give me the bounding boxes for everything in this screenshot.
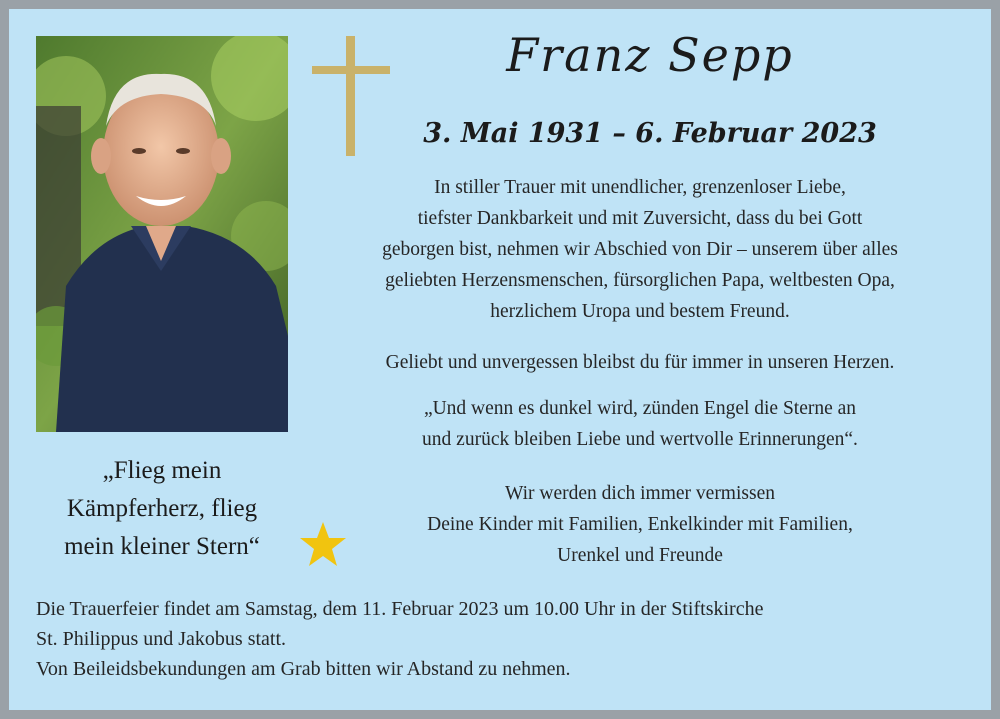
side-quote-line: mein kleiner Stern“ [64,533,260,560]
intro-line: In stiller Trauer mit unendlicher, grenzenloser Liebe, [434,177,846,198]
side-quote [36,452,288,566]
quote-line: „Und wenn es dunkel wird, zünden Engel die Sterne an [423,398,857,419]
family-line: Wir werden dich immer vermissen [505,483,775,504]
portrait-photo [36,36,288,432]
side-quote-line: „Flieg mein [102,457,222,484]
side-quote-line: Kämpferherz, flieg [66,495,258,522]
quote-line: und zurück bleiben Liebe und wertvolle Erinnerungen“. [422,429,858,450]
intro-line: geborgen bist, nehmen wir Abschied von Dir – unserem über alles [382,239,898,260]
angel-quote [320,393,960,455]
intro-line: geliebten Herzensmenschen, fürsorglichen Papa, weltbesten Opa, [385,270,895,291]
intro-paragraph [320,172,960,327]
footer-line: Die Trauerfeier findet am Samstag, dem 11. Februar 2023 um 10.00 Uhr in der Stiftskirche [36,598,764,620]
star-icon [298,520,348,568]
cross-icon [312,36,390,156]
deceased-name: Franz Sepp [506,28,794,82]
family-line: Deine Kinder mit Familien, Enkelkinder mit Familien, [427,514,853,535]
intro-line: herzlichem Uropa und bestem Freund. [490,301,790,322]
intro-line: tiefster Dankbarkeit und mit Zuversicht, dass du bei Gott [417,208,863,229]
footer-line: St. Philippus und Jakobus statt. [36,628,287,650]
family-signature [320,478,960,571]
footer-line: Von Beileidsbekundungen am Grab bitten wir Abstand zu nehmen. [36,658,571,680]
family-line: Urenkel und Freunde [557,545,723,566]
remembrance-text: Geliebt und unvergessen bleibst du für immer in unseren Herzen. [385,352,895,373]
life-dates: 3. Mai 1931 – 6. Februar 2023 [423,118,877,149]
funeral-info [36,594,966,684]
